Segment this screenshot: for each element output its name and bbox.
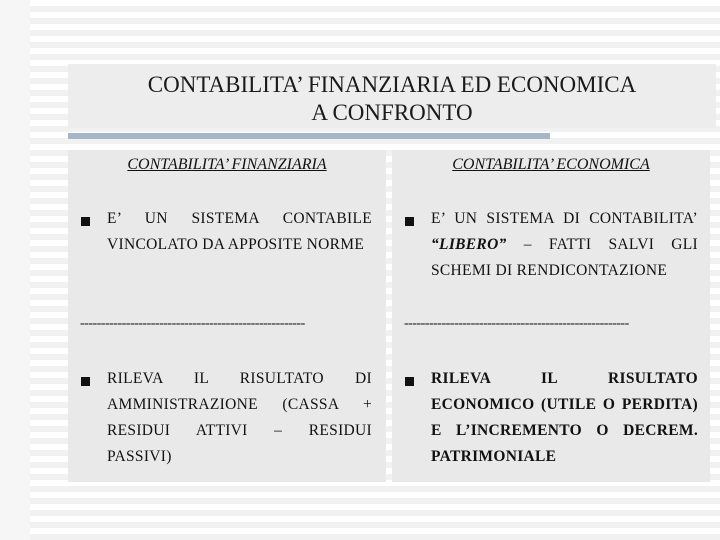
left-separator: ------------------------------------------------------ <box>80 316 305 331</box>
slide-title <box>68 64 716 128</box>
right-separator: ------------------------------------------------------ <box>404 316 629 331</box>
left-item-2: RILEVA IL RISULTATO DI AMMINISTRAZIONE (CASSA + RESIDUI ATTIVI – RESIDUI PASSIVI) <box>107 370 372 465</box>
left-column-panel <box>68 150 386 482</box>
square-bullet-icon <box>81 377 90 386</box>
square-bullet-icon <box>405 377 414 386</box>
right-column-heading: CONTABILITA’ ECONOMICA <box>452 156 650 173</box>
title-line-1: CONTABILITA’ FINANZIARIA ED ECONOMICA <box>147 72 637 97</box>
right-item-1-text-b: – FATTI SALVI GLI SCHEMI DI RENDICONTAZIONE <box>431 236 698 279</box>
left-column-heading: CONTABILITA’ FINANZIARIA <box>127 156 327 173</box>
left-item-1: E’ UN SISTEMA CONTABILE VINCOLATO DA APPOSITE NORME <box>107 210 372 253</box>
right-item-1-emphasis: “LIBERO” <box>431 236 507 253</box>
title-underline-bar <box>68 133 550 139</box>
right-column-panel <box>392 150 710 482</box>
right-item-1-text-a: E’ UN SISTEMA DI CONTABILITA’ <box>431 210 698 227</box>
right-item-2: RILEVA IL RISULTATO ECONOMICO (UTILE O PERDITA) E L’INCREMENTO O DECREM. PATRIMONIALE <box>431 370 698 465</box>
square-bullet-icon <box>405 217 414 226</box>
right-item-1 <box>431 206 698 284</box>
title-line-2: A CONFRONTO <box>311 100 473 125</box>
square-bullet-icon <box>81 217 90 226</box>
